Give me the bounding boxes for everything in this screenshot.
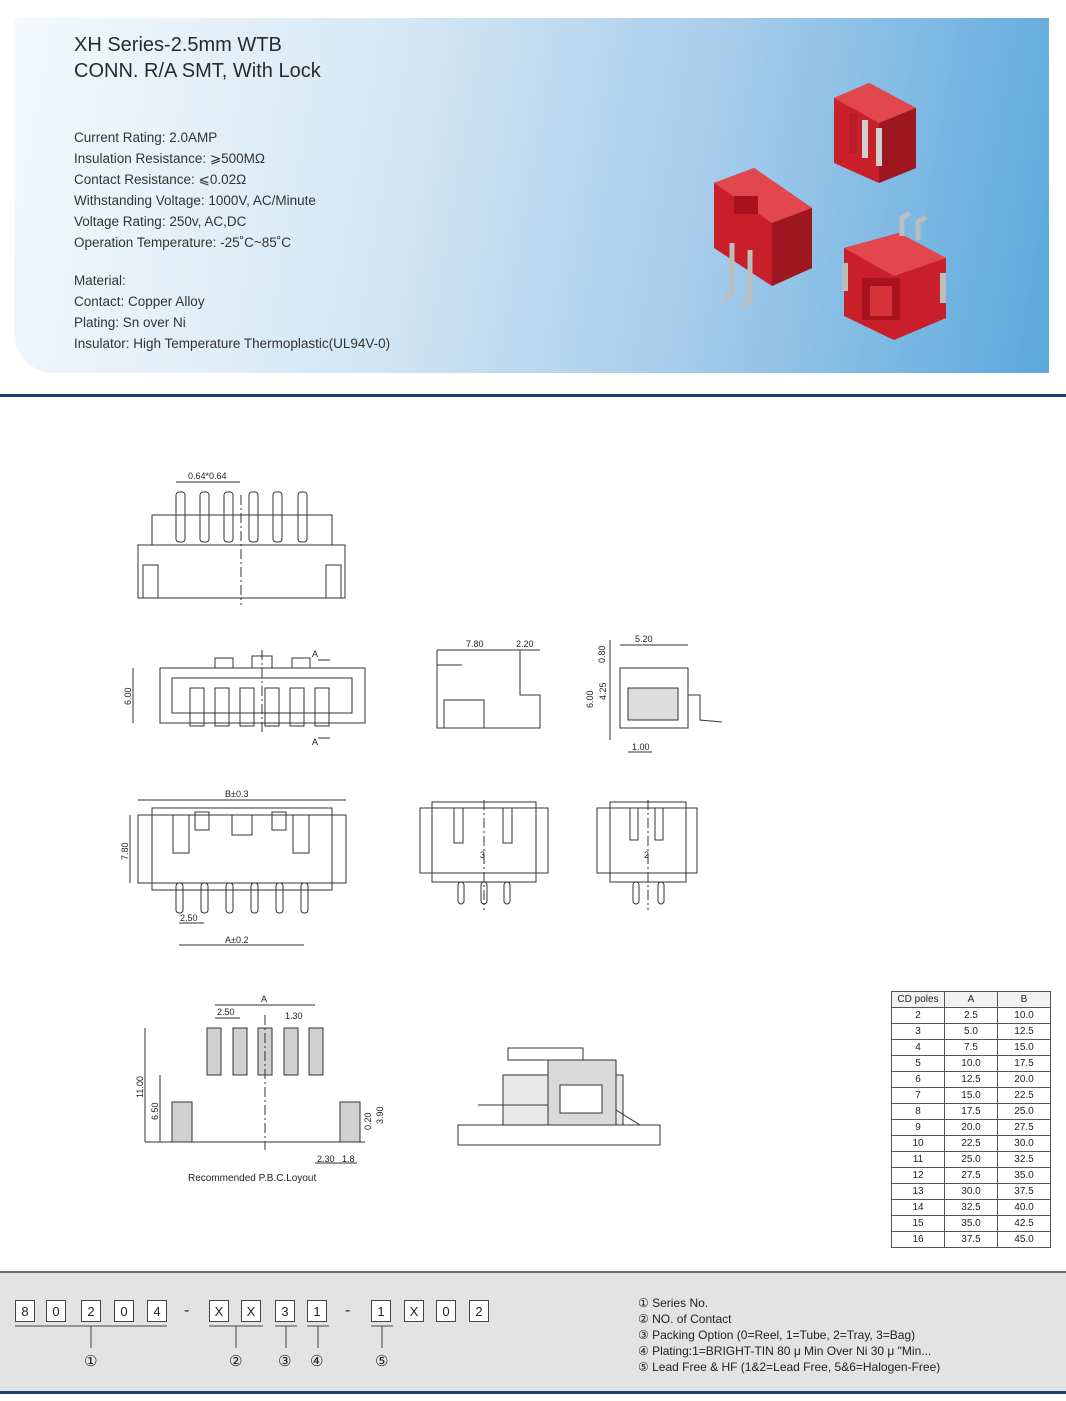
cell-b: 20.0 <box>998 1072 1051 1088</box>
pn-dash: - <box>184 1302 190 1319</box>
label-3-pin: 3 <box>480 850 486 860</box>
table-row <box>892 1152 1051 1168</box>
cell-a: 22.5 <box>945 1136 998 1152</box>
section-mark-a-top: A <box>312 649 319 659</box>
dim-250: 2.50 <box>180 913 198 923</box>
dim-a: A±0.2 <box>225 935 249 945</box>
spec-voltage-rating: Voltage Rating: 250v, AC,DC <box>74 214 247 229</box>
material-insulator: Insulator: High Temperature Thermoplastic(UL94V-0) <box>74 336 391 351</box>
table-row <box>892 1184 1051 1200</box>
table-row <box>892 1104 1051 1120</box>
cell-poles: 2 <box>892 1008 945 1024</box>
material-contact: Contact: Copper Alloy <box>74 294 205 309</box>
header-banner <box>14 18 1049 373</box>
drawing-rear-view-3 <box>420 800 548 910</box>
product-title-line2: CONN. R/A SMT, With Lock <box>74 60 321 82</box>
col-header-cd-poles: CD poles <box>892 992 945 1008</box>
pcb-caption: Recommended P.B.C.Loyout <box>188 1173 317 1184</box>
pn-digit: 0 <box>436 1300 456 1322</box>
drawing-front-view <box>123 649 365 747</box>
cell-b: 17.5 <box>998 1056 1051 1072</box>
dim-pin-size: 0.64*0.64 <box>188 471 227 481</box>
pn-digit: 2 <box>81 1300 101 1322</box>
pn-digit: 3 <box>275 1300 295 1322</box>
cell-b: 45.0 <box>998 1232 1051 1248</box>
cell-poles: 13 <box>892 1184 945 1200</box>
pn-marker-2: ② <box>229 1352 243 1370</box>
dim-425: 4.25 <box>598 682 608 700</box>
cell-a: 2.5 <box>945 1008 998 1024</box>
pcb-dim-18: 1.8 <box>342 1154 355 1164</box>
cell-a: 10.0 <box>945 1056 998 1072</box>
section-mark-a-bottom: A <box>312 737 319 747</box>
pn-digit: 8 <box>15 1300 35 1322</box>
cell-a: 12.5 <box>945 1072 998 1088</box>
cell-poles: 6 <box>892 1072 945 1088</box>
cell-b: 27.5 <box>998 1120 1051 1136</box>
table-row <box>892 1072 1051 1088</box>
table-row <box>892 1200 1051 1216</box>
cell-a: 30.0 <box>945 1184 998 1200</box>
product-photos <box>684 68 984 358</box>
cell-poles: 7 <box>892 1088 945 1104</box>
connector-photo-2 <box>714 168 812 306</box>
connector-photo-1 <box>834 83 916 183</box>
dim-520: 5.20 <box>635 634 653 644</box>
cell-poles: 11 <box>892 1152 945 1168</box>
pn-digit: 0 <box>114 1300 134 1322</box>
pcb-dim-650: 6.50 <box>150 1102 160 1120</box>
cell-b: 42.5 <box>998 1216 1051 1232</box>
dim-220: 2.20 <box>516 639 534 649</box>
cell-b: 35.0 <box>998 1168 1051 1184</box>
pn-digit: 0 <box>46 1300 66 1322</box>
table-row <box>892 1024 1051 1040</box>
pn-digit: 1 <box>371 1300 391 1322</box>
cell-b: 15.0 <box>998 1040 1051 1056</box>
pn-digit: 2 <box>469 1300 489 1322</box>
cell-a: 17.5 <box>945 1104 998 1120</box>
cell-a: 7.5 <box>945 1040 998 1056</box>
legend-lead-free: ⑤ Lead Free & HF (1&2=Lead Free, 5&6=Halogen-Free) <box>638 1360 941 1374</box>
cell-poles: 12 <box>892 1168 945 1184</box>
cell-a: 15.0 <box>945 1088 998 1104</box>
drawing-side-section <box>585 634 722 752</box>
section-divider <box>0 394 1066 397</box>
dim-100: 1.00 <box>632 742 650 752</box>
cell-poles: 15 <box>892 1216 945 1232</box>
pn-marker-5: ⑤ <box>375 1352 389 1370</box>
pn-dash: - <box>345 1302 351 1319</box>
spec-current-rating: Current Rating: 2.0AMP <box>74 130 218 145</box>
pn-digit: X <box>241 1300 261 1322</box>
material-heading: Material: <box>74 273 126 288</box>
cell-poles: 4 <box>892 1040 945 1056</box>
table-row <box>892 1168 1051 1184</box>
label-2-pin: 2 <box>644 850 650 860</box>
spec-insulation-resistance: Insulation Resistance: ⩾500MΩ <box>74 151 265 166</box>
pcb-dim-1100: 11.00 <box>135 1076 145 1098</box>
table-row <box>892 1232 1051 1248</box>
cell-poles: 5 <box>892 1056 945 1072</box>
cell-a: 5.0 <box>945 1024 998 1040</box>
pn-bracket-lines <box>0 1273 520 1391</box>
drawing-mated-assembly <box>458 1048 660 1145</box>
cell-poles: 10 <box>892 1136 945 1152</box>
col-header-a: A <box>945 992 998 1008</box>
pcb-dim-230: 2.30 <box>317 1154 335 1164</box>
drawing-pcb-layout <box>135 994 385 1184</box>
table-row <box>892 1040 1051 1056</box>
table-row <box>892 1056 1051 1072</box>
cell-poles: 8 <box>892 1104 945 1120</box>
cell-b: 10.0 <box>998 1008 1051 1024</box>
pn-marker-3: ③ <box>278 1352 292 1370</box>
pcb-dim-250: 2.50 <box>217 1007 235 1017</box>
dim-780: 7.80 <box>466 639 484 649</box>
drawing-top-view <box>138 471 345 605</box>
legend-series-no: ① Series No. <box>638 1296 709 1310</box>
dim-780-bottom: 7.80 <box>120 842 130 860</box>
cell-b: 37.5 <box>998 1184 1051 1200</box>
table-header-row <box>892 992 1051 1008</box>
table-row <box>892 1136 1051 1152</box>
connector-photo-3 <box>842 213 946 340</box>
dimension-table <box>891 991 1051 1248</box>
legend-packing-option: ③ Packing Option (0=Reel, 1=Tube, 2=Tray, 3=Bag) <box>638 1328 916 1342</box>
cell-a: 37.5 <box>945 1232 998 1248</box>
dim-b: B±0.3 <box>225 789 249 799</box>
pcb-dim-390: 3.90 <box>375 1106 385 1124</box>
pn-marker-1: ① <box>84 1352 98 1370</box>
drawing-bottom-view <box>120 789 346 945</box>
dim-600-side: 6.00 <box>585 690 595 708</box>
table-row <box>892 1088 1051 1104</box>
product-title-line1: XH Series-2.5mm WTB <box>74 34 282 56</box>
cell-a: 20.0 <box>945 1120 998 1136</box>
cell-b: 32.5 <box>998 1152 1051 1168</box>
drawing-rear-view-2 <box>597 800 697 910</box>
table-row <box>892 1120 1051 1136</box>
cell-b: 22.5 <box>998 1088 1051 1104</box>
pn-digit: 1 <box>307 1300 327 1322</box>
cell-poles: 3 <box>892 1024 945 1040</box>
cell-poles: 16 <box>892 1232 945 1248</box>
pcb-dim-130: 1.30 <box>285 1011 303 1021</box>
cell-b: 12.5 <box>998 1024 1051 1040</box>
table-row <box>892 1216 1051 1232</box>
cell-b: 25.0 <box>998 1104 1051 1120</box>
material-plating: Plating: Sn over Ni <box>74 315 186 330</box>
dim-height-600: 6.00 <box>123 687 133 705</box>
pcb-dim-020: 0.20 <box>363 1112 373 1130</box>
legend-plating: ④ Plating:1=BRIGHT-TIN 80 μ Min Over Ni 30 μ "Min... <box>638 1344 932 1358</box>
dim-080: 0.80 <box>597 645 607 663</box>
cell-b: 40.0 <box>998 1200 1051 1216</box>
legend-no-of-contact: ② NO. of Contact <box>638 1312 732 1326</box>
spec-operation-temperature: Operation Temperature: -25˚C~85˚C <box>74 235 291 250</box>
drawing-side-view <box>437 639 540 728</box>
cell-a: 25.0 <box>945 1152 998 1168</box>
cell-poles: 9 <box>892 1120 945 1136</box>
cell-a: 35.0 <box>945 1216 998 1232</box>
cell-poles: 14 <box>892 1200 945 1216</box>
spec-withstanding-voltage: Withstanding Voltage: 1000V, AC/Minute <box>74 193 316 208</box>
part-number-footer <box>0 1271 1066 1394</box>
pcb-dim-a: A <box>261 994 268 1004</box>
pn-digit: X <box>404 1300 424 1322</box>
pn-digit: X <box>209 1300 229 1322</box>
cell-b: 30.0 <box>998 1136 1051 1152</box>
cell-a: 32.5 <box>945 1200 998 1216</box>
table-row <box>892 1008 1051 1024</box>
col-header-b: B <box>998 992 1051 1008</box>
spec-contact-resistance: Contact Resistance: ⩽0.02Ω <box>74 172 247 187</box>
cell-a: 27.5 <box>945 1168 998 1184</box>
pn-marker-4: ④ <box>310 1352 324 1370</box>
pn-digit: 4 <box>147 1300 167 1322</box>
